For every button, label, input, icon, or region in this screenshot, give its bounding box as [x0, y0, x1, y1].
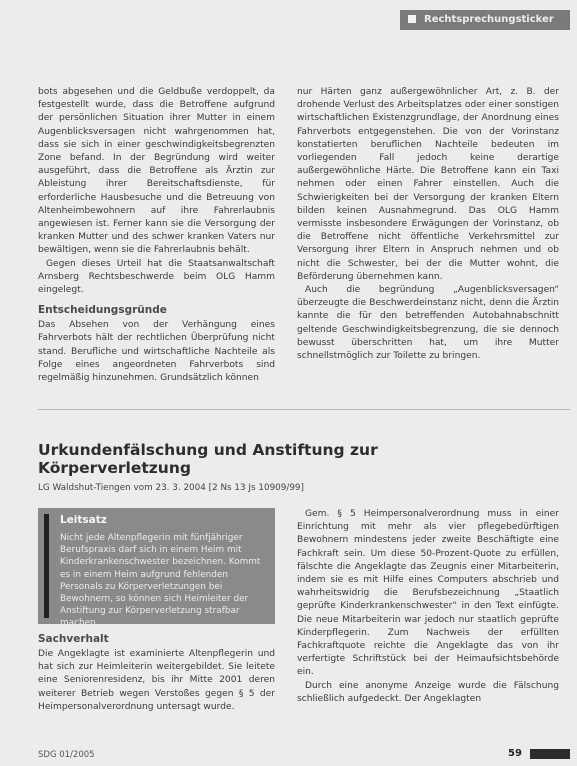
leitsatz-text: Nicht jede Altenpflegerin mit fünfjähriger Berufspraxis darf sich in einem Heim mit Kinderkrankenschwester bezeichnen. Kommt es in einem Heim aufgrund fehlenden Personals zu Körperverletzungen bei Bewohnern, so können sich Heimleiter der Anstiftung zur Körperverletzung strafbar machen.: [60, 533, 261, 629]
top-left-column: [38, 86, 275, 385]
bottom-left-column: [38, 633, 275, 714]
footer-issue: SDG 01/2005: [38, 750, 95, 760]
footer-bar: [530, 749, 570, 759]
square-bullet-icon: [408, 15, 416, 23]
bottom-right-column: [297, 508, 559, 706]
top-right-column: [297, 86, 559, 363]
leitsatz-accent-bar: [44, 514, 49, 618]
paragraph: Die Angeklagte ist examinierte Altenpflegerin und hat sich zur Heimleiterin weitergebildet. Sie leitete eine Seniorenresidenz, bis ihr Mitte 2001 deren weiterer Betrieb wegen Verstoßes gegen § 5 der Heimpersonalverordnung untersagt wurde.: [38, 649, 275, 712]
article-source: LG Waldshut-Tiengen vom 23. 3. 2004 [2 Ns 13 Js 10909/99]: [38, 483, 304, 493]
leitsatz-heading: Leitsatz: [60, 514, 107, 526]
paragraph: Das Absehen von der Verhängung eines Fahrverbots hält der rechtlichen Überprüfung nicht stand. Berufliche und wirtschaftliche Nachteile als Folge eines angeordneten Fahrverbots sind regelmäßig hinzunehmen. Grundsätzlich können: [38, 320, 275, 384]
section-heading: Entscheidungsgründe: [38, 304, 167, 317]
paragraph: Gem. § 5 Heimpersonalverordnung muss in einer Einrichtung mit mehr als vier pflegebedürftigen Bewohnern mindestens jeder zweite Beschäftigte eine Fachkraft sein. Um diese 50-Prozent-Quote zu erfüllen, fälschte die Angeklagte das Zeugnis einer Mitarbeiterin, indem sie es mit Hilfe eines Computers abschrieb und wahrheitswidrig die Berufsbezeichnung „Staatlich geprüfte Kinderkrankenschwester“ in den Text einfügte. Die neue Mitarbeiterin war jedoch nur staatlich geprüfte Kinderpflegerin. Zum Nachweis der erfüllten Fachkraftquote reichte die Angeklagte das von ihr verfertigte Schriftstück bei der Heimaufsichtsbehörde ein.: [297, 509, 559, 678]
paragraph: nur Härten ganz außergewöhnlicher Art, z. B. der drohende Verlust des Arbeitsplatzes oder einer sonstigen wirtschaftlichen Existenzgrundlage, der Anordnung eines Fahrverbots entgegenstehen. Die von der Vorinstanz konstatierten beruflichen Nachteile bedeuten im vorliegenden Fall jedoch keine derartige außergewöhnliche Härte. Die Betroffene kann ein Taxi nehmen oder einen Fahrer einstellen. Auch die Schwierigkeiten bei der Versorgung der kranken Eltern bilden keinen Ausnahmegrund. Das OLG Hamm vermisste insbesondere Erwägungen der Vorinstanz, ob die Betroffene nicht öffentliche Verkehrsmittel zur Versorgung ihrer Eltern in Anspruch nehmen und ob nicht die Schwester, bei der die Mutter wohnt, die Beförderung übernehmen kann.: [297, 87, 559, 282]
leitsatz-box: [38, 508, 275, 629]
paragraph: bots abgesehen und die Geldbuße verdoppelt, da festgestellt wurde, dass die Betroffene aufgrund der persönlichen Situation ihrer Mutter in einem Augenblicksversagen nicht wahrgenommen hat, dass sie sich in einer geschwindigkeitsbegrenzten Zone befand. In der Begründung wird weiter ausgeführt, dass die Betroffene als Ärztin zur Ableistung ihrer Bereitschaftsdienste, für erforderliche Hausbesuche und die Betreuung von Altenheimbewohnern auf ihre Fahrerlaubnis angewiesen ist. Ferner kann sie die Versorgung der kranken Mutter und des schwer kranken Vaters nur bewältigen, wenn sie die Fahrerlaubnis behält.: [38, 87, 275, 256]
paragraph: Durch eine anonyme Anzeige wurde die Fälschung schließlich aufgedeckt. Der Angeklagten: [297, 680, 559, 704]
section-tag: [400, 10, 570, 30]
article-title: Urkundenfälschung und Anstiftung zur Körperverletzung: [38, 441, 378, 477]
paragraph: Gegen dieses Urteil hat die Staatsanwaltschaft Arnsberg Rechtsbeschwerde beim OLG Hamm eingelegt.: [38, 258, 275, 296]
section-tag-label: Rechtsprechungsticker: [424, 14, 554, 25]
section-heading: Sachverhalt: [38, 633, 109, 645]
page-number: 59: [508, 748, 522, 759]
divider: [38, 409, 570, 410]
paragraph: Auch die begründung „Augenblicksversagen“ überzeugte die Beschwerdeinstanz nicht, denn die Ärztin kannte die für den betreffenden Autobahnabschnitt geltende Geschwindigkeitsbegrenzung, die sie dennoch bewusst überschritten hat, um ihre Mutter schnellstmöglich zur Toilette zu bringen.: [297, 285, 559, 362]
